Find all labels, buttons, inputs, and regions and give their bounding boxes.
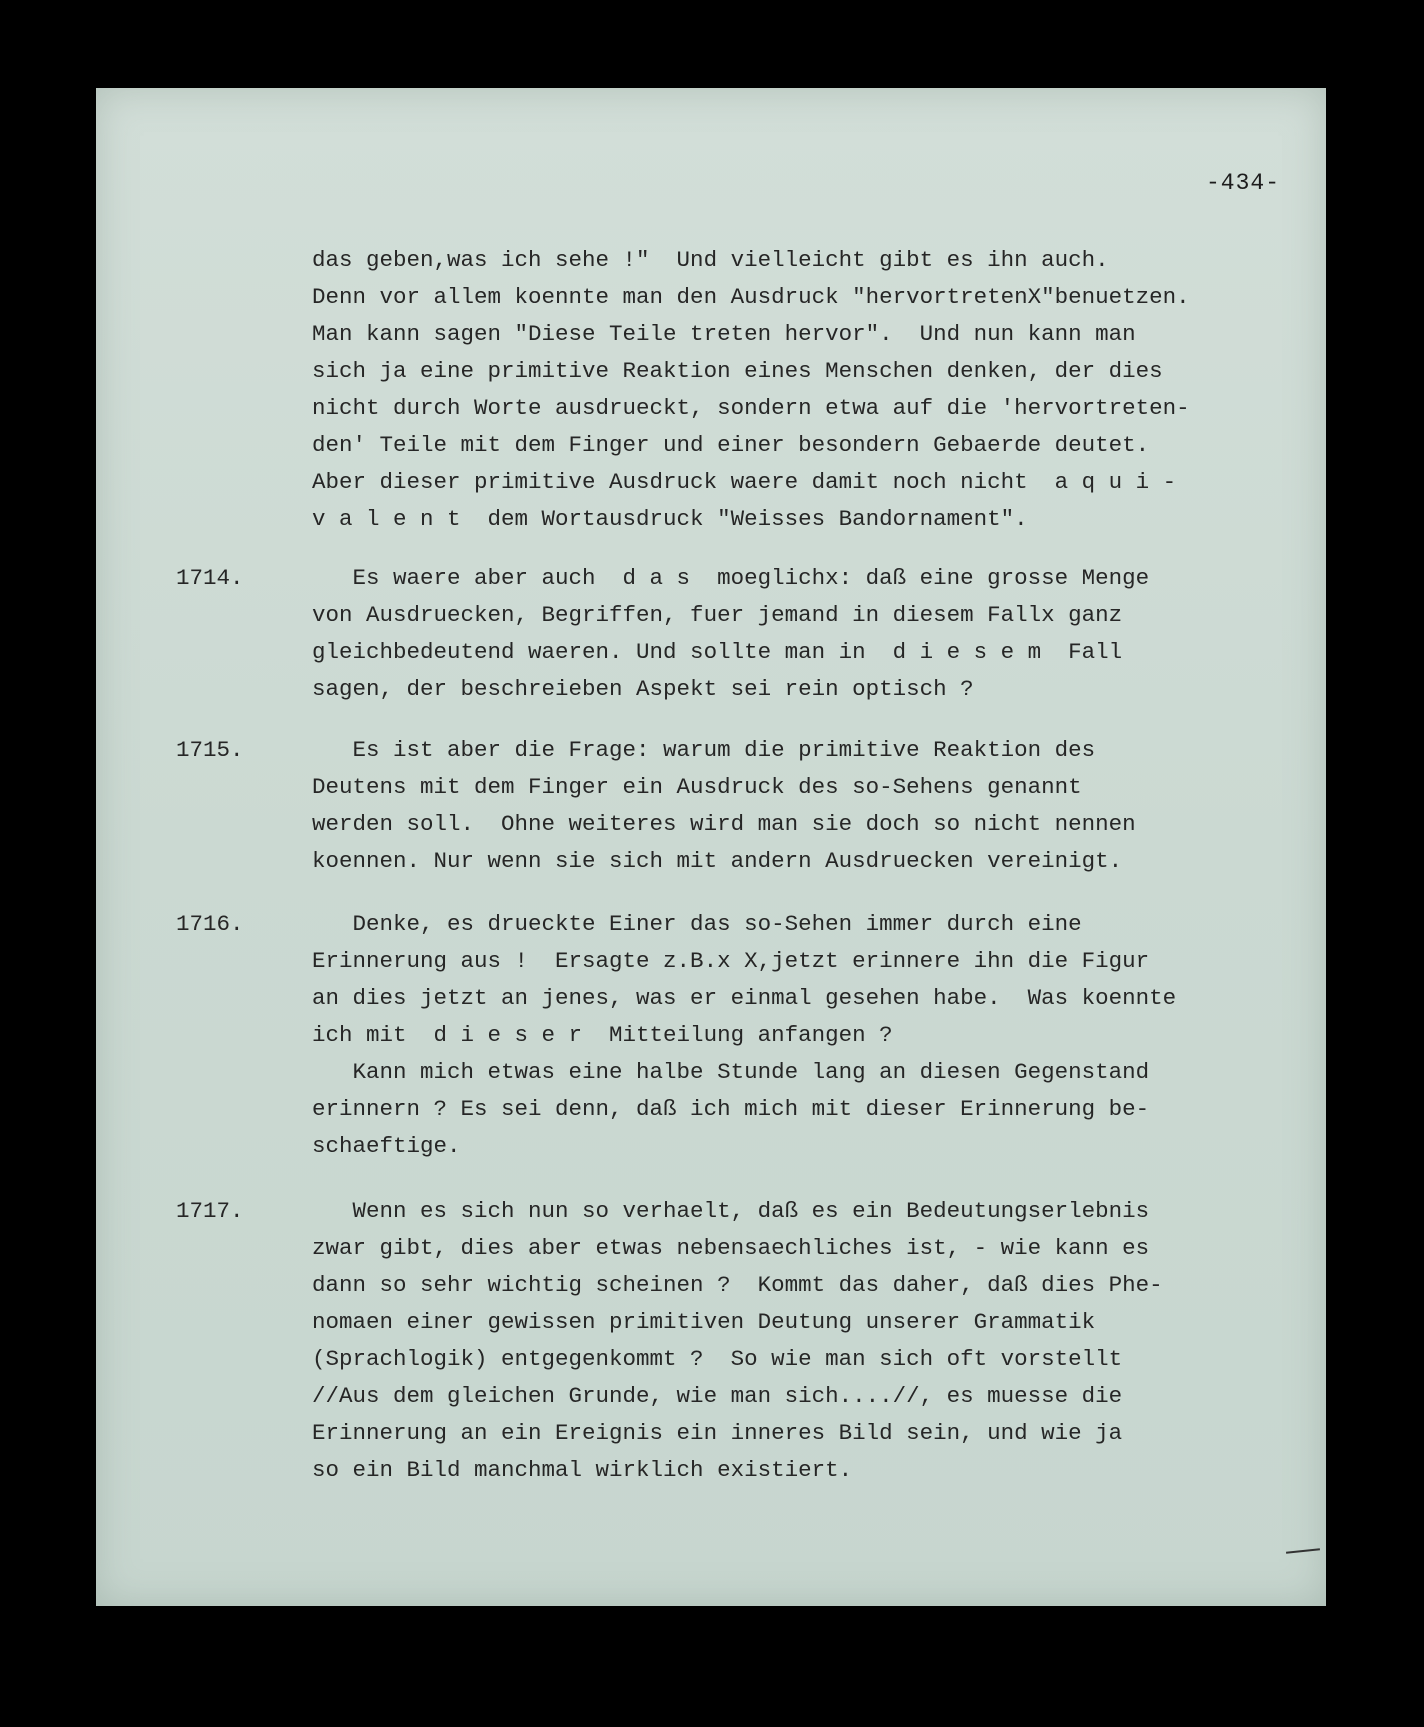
text-line: gleichbedeutend waeren. Und sollte man in d i e s e m Fall bbox=[312, 639, 1123, 665]
text-line: Deutens mit dem Finger ein Ausdruck des so-Sehens genannt bbox=[312, 774, 1082, 800]
text-line: Aber dieser primitive Ausdruck waere damit noch nicht a q u i - bbox=[312, 469, 1177, 495]
text-line: schaeftige. bbox=[312, 1133, 461, 1159]
section-number: 1717. bbox=[176, 1198, 244, 1224]
section-number: 1714. bbox=[176, 565, 244, 591]
text-line: nomaen einer gewissen primitiven Deutung unserer Grammatik bbox=[312, 1309, 1096, 1335]
text-line: Es waere aber auch d a s moeglichx: daß eine grosse Menge bbox=[312, 565, 1150, 591]
text-line: von Ausdruecken, Begriffen, fuer jemand in diesem Fallx ganz bbox=[312, 602, 1123, 628]
text-line: sagen, der beschreieben Aspekt sei rein optisch ? bbox=[312, 676, 974, 702]
text-line: //Aus dem gleichen Grunde, wie man sich....//, es muesse die bbox=[312, 1383, 1123, 1409]
pencil-mark bbox=[1286, 1548, 1320, 1554]
text-line: sich ja eine primitive Reaktion eines Menschen denken, der dies bbox=[312, 358, 1163, 384]
text-line: Denn vor allem koennte man den Ausdruck "hervortretenX"benuetzen. bbox=[312, 284, 1190, 310]
text-line: ich mit d i e s e r Mitteilung anfangen ? bbox=[312, 1022, 893, 1048]
text-line: Denke, es drueckte Einer das so-Sehen immer durch eine bbox=[312, 911, 1082, 937]
text-line: koennen. Nur wenn sie sich mit andern Ausdruecken vereinigt. bbox=[312, 848, 1123, 874]
text-line: Es ist aber die Frage: warum die primitive Reaktion des bbox=[312, 737, 1096, 763]
text-line: werden soll. Ohne weiteres wird man sie doch so nicht nennen bbox=[312, 811, 1136, 837]
section-number: 1715. bbox=[176, 737, 244, 763]
text-line: Man kann sagen "Diese Teile treten hervor". Und nun kann man bbox=[312, 321, 1136, 347]
page-number: -434- bbox=[1206, 170, 1281, 196]
text-line: (Sprachlogik) entgegenkommt ? So wie man sich oft vorstellt bbox=[312, 1346, 1123, 1372]
typescript-page bbox=[96, 88, 1326, 1606]
text-line: Wenn es sich nun so verhaelt, daß es ein Bedeutungserlebnis bbox=[312, 1198, 1150, 1224]
section-number: 1716. bbox=[176, 911, 244, 937]
text-line: das geben,was ich sehe !" Und vielleicht gibt es ihn auch. bbox=[312, 247, 1109, 273]
text-line: Erinnerung aus ! Ersagte z.B.x X,jetzt erinnere ihn die Figur bbox=[312, 948, 1150, 974]
text-line: an dies jetzt an jenes, was er einmal gesehen habe. Was koennte bbox=[312, 985, 1177, 1011]
text-line: so ein Bild manchmal wirklich existiert. bbox=[312, 1457, 853, 1483]
text-line: Erinnerung an ein Ereignis ein inneres Bild sein, und wie ja bbox=[312, 1420, 1123, 1446]
text-line: v a l e n t dem Wortausdruck "Weisses Bandornament". bbox=[312, 506, 1028, 532]
text-line: den' Teile mit dem Finger und einer besondern Gebaerde deutet. bbox=[312, 432, 1150, 458]
text-line: Kann mich etwas eine halbe Stunde lang an diesen Gegenstand bbox=[312, 1059, 1150, 1085]
text-line: nicht durch Worte ausdrueckt, sondern etwa auf die 'hervortreten- bbox=[312, 395, 1190, 421]
text-line: dann so sehr wichtig scheinen ? Kommt das daher, daß dies Phe- bbox=[312, 1272, 1163, 1298]
text-line: zwar gibt, dies aber etwas nebensaechliches ist, - wie kann es bbox=[312, 1235, 1150, 1261]
text-line: erinnern ? Es sei denn, daß ich mich mit dieser Erinnerung be- bbox=[312, 1096, 1150, 1122]
